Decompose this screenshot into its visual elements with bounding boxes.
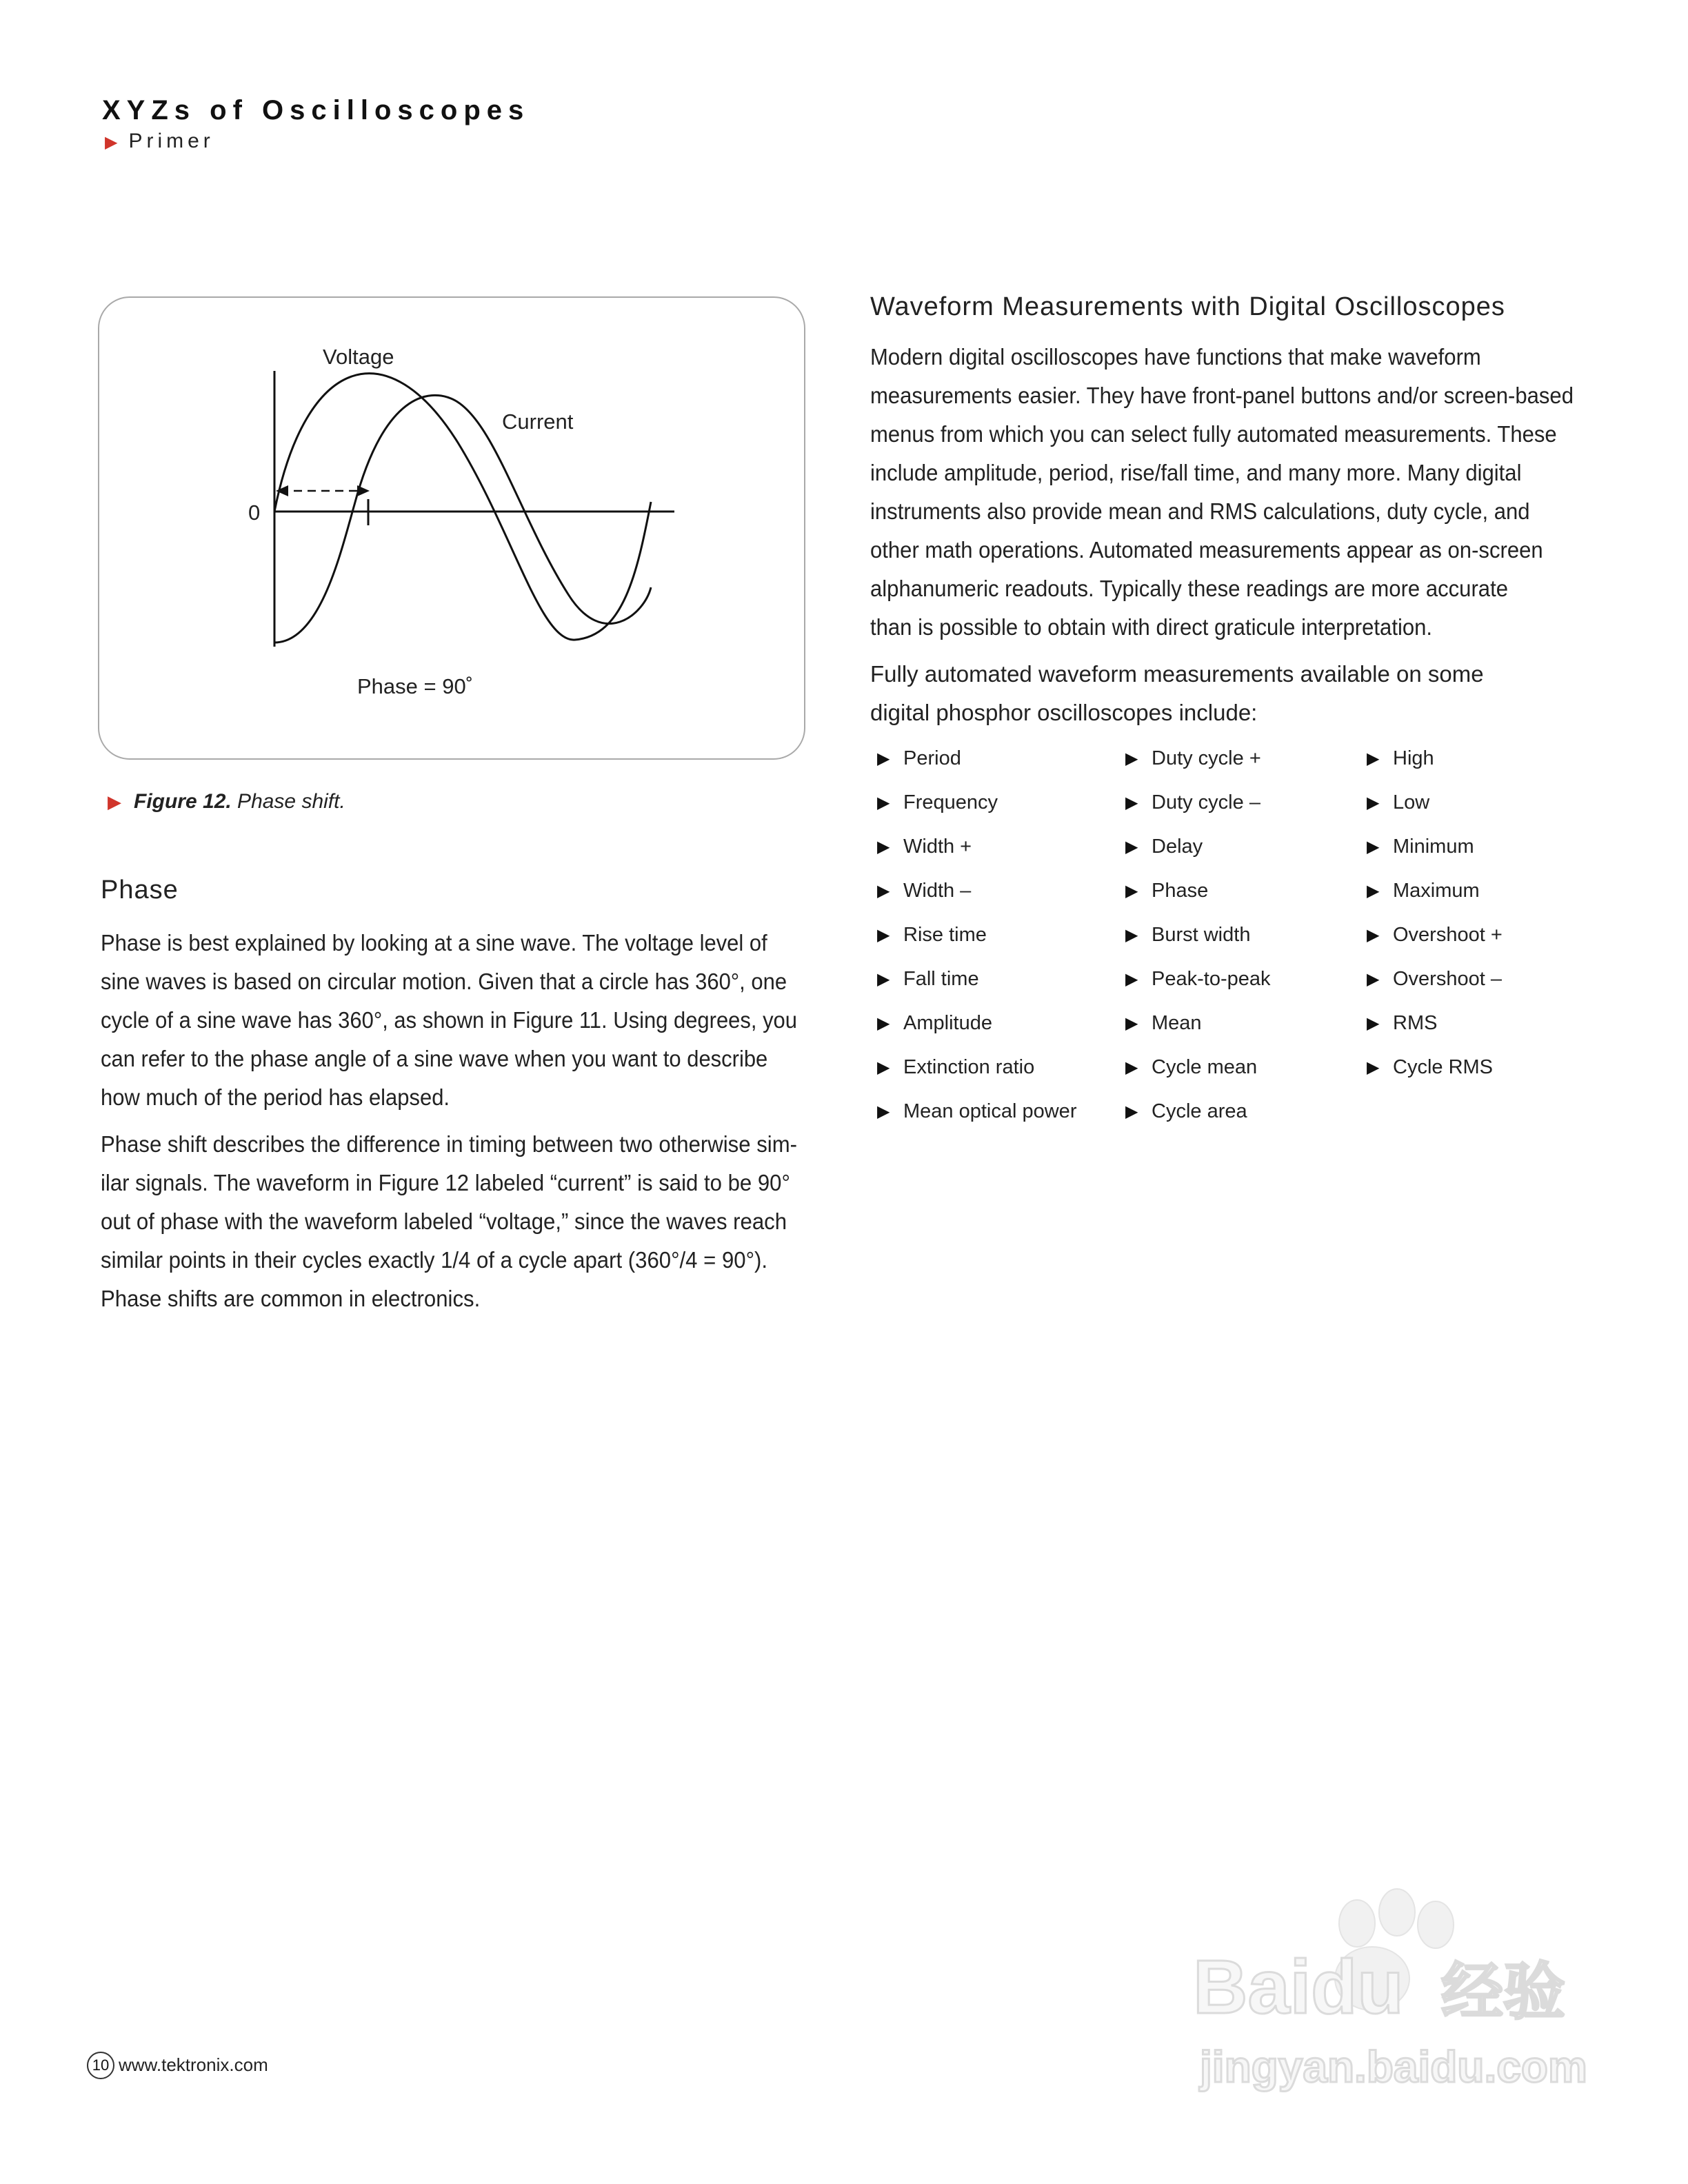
list-item	[1125, 1045, 1271, 1089]
red-triangle-bullet-icon: ▶	[105, 133, 122, 152]
waveform-paragraph-1	[870, 338, 1574, 647]
list-item	[1367, 1001, 1503, 1045]
paw-pad-icon	[1418, 1901, 1454, 1948]
list-item-label: Peak-to-peak	[1152, 967, 1271, 990]
text-line: Phase is best explained by looking at a sine wave. The voltage level of	[101, 930, 767, 956]
list-item	[877, 780, 1076, 825]
triangle-bullet-icon: ▶	[1125, 793, 1138, 812]
triangle-bullet-icon: ▶	[1125, 969, 1138, 989]
measurement-list	[877, 736, 1567, 1150]
paw-pad-icon	[1379, 1889, 1415, 1936]
text-line: similar points in their cycles exactly 1/4 of a cycle apart (360°/4 = 90°).	[101, 1247, 768, 1273]
caption-number: Figure 12.	[134, 790, 232, 813]
measurement-column-3	[1367, 736, 1503, 1089]
phase-heading: Phase	[101, 876, 179, 904]
footer-url: www.tektronix.com	[119, 2054, 268, 2075]
list-item-label: High	[1393, 747, 1434, 769]
triangle-bullet-icon: ▶	[877, 925, 890, 944]
caption-text: Phase shift.	[231, 790, 345, 813]
triangle-bullet-icon: ▶	[877, 1013, 890, 1033]
list-item	[877, 957, 1076, 1001]
watermark-brand-cn: 经验	[1441, 1956, 1565, 2028]
phase-paragraph-2	[101, 1125, 797, 1318]
waveform-measurements-heading: Waveform Measurements with Digital Oscilloscopes	[870, 292, 1505, 321]
page-number: 10	[87, 2052, 114, 2079]
text-line: include amplitude, period, rise/fall time, and many more. Many digital	[870, 460, 1522, 485]
triangle-bullet-icon: ▶	[877, 881, 890, 900]
list-item	[1367, 869, 1503, 913]
triangle-bullet-icon: ▶	[877, 793, 890, 812]
list-item	[877, 825, 1076, 869]
text-line: how much of the period has elapsed.	[101, 1084, 450, 1110]
zero-label: 0	[248, 501, 261, 525]
list-item	[1367, 736, 1503, 780]
triangle-bullet-icon: ▶	[877, 749, 890, 768]
text-line: Phase shift describes the difference in timing between two otherwise sim-	[101, 1131, 797, 1157]
list-item-label: Delay	[1152, 835, 1203, 858]
triangle-bullet-icon: ▶	[877, 837, 890, 856]
text-line: measurements easier. They have front-panel buttons and/or screen-based	[870, 383, 1574, 408]
list-item	[1367, 825, 1503, 869]
text-line: ilar signals. The waveform in Figure 12 labeled “current” is said to be 90°	[101, 1170, 790, 1195]
list-item-label: Frequency	[903, 791, 998, 813]
text-line: Fully automated waveform measurements available on some	[870, 661, 1484, 687]
text-line: out of phase with the waveform labeled “voltage,” since the waves reach	[101, 1209, 787, 1234]
measurement-column-1	[877, 736, 1076, 1133]
list-item	[1125, 1001, 1271, 1045]
text-line: than is possible to obtain with direct graticule interpretation.	[870, 614, 1433, 640]
list-item	[877, 1089, 1076, 1133]
current-wave	[274, 395, 651, 643]
list-item	[1125, 736, 1271, 780]
list-item-label: Fall time	[903, 967, 979, 990]
text-line: sine waves is based on circular motion. Given that a circle has 360°, one	[101, 969, 787, 994]
list-item	[1367, 913, 1503, 957]
text-line: Phase shifts are common in electronics.	[101, 1286, 481, 1311]
list-item	[1125, 913, 1271, 957]
voltage-wave	[274, 374, 651, 640]
triangle-bullet-icon: ▶	[1125, 1058, 1138, 1077]
measurement-column-2	[1125, 736, 1271, 1133]
list-item	[877, 913, 1076, 957]
list-item	[877, 869, 1076, 913]
list-item	[1367, 780, 1503, 825]
triangle-bullet-icon: ▶	[877, 1058, 890, 1077]
text-line: digital phosphor oscilloscopes include:	[870, 700, 1258, 725]
list-item-label: Width –	[903, 879, 972, 902]
list-item-label: Maximum	[1393, 879, 1480, 902]
list-item-label: Amplitude	[903, 1011, 992, 1034]
list-item	[1125, 1089, 1271, 1133]
list-item	[877, 736, 1076, 780]
phase-paragraph-1	[101, 924, 797, 1117]
triangle-bullet-icon: ▶	[1125, 925, 1138, 944]
triangle-bullet-icon: ▶	[1367, 749, 1380, 768]
list-item	[1125, 780, 1271, 825]
triangle-bullet-icon: ▶	[1367, 793, 1380, 812]
text-line: can refer to the phase angle of a sine wave when you want to describe	[101, 1046, 768, 1071]
text-line: cycle of a sine wave has 360°, as shown in Figure 11. Using degrees, you	[101, 1007, 797, 1033]
triangle-bullet-icon: ▶	[1125, 1102, 1138, 1121]
subtitle-text: Primer	[128, 130, 214, 152]
triangle-bullet-icon: ▶	[1367, 837, 1380, 856]
list-item	[1125, 869, 1271, 913]
triangle-bullet-icon: ▶	[1367, 1058, 1380, 1077]
triangle-bullet-icon: ▶	[1367, 1013, 1380, 1033]
list-item-label: Mean	[1152, 1011, 1202, 1034]
triangle-bullet-icon: ▶	[1125, 1013, 1138, 1033]
list-item-label: Cycle area	[1152, 1100, 1247, 1122]
list-item-label: Duty cycle +	[1152, 747, 1261, 769]
list-item-label: Rise time	[903, 923, 987, 946]
paw-pad-icon	[1339, 1900, 1375, 1947]
red-triangle-bullet-icon: ▶	[108, 791, 121, 812]
figure-caption	[108, 790, 345, 813]
voltage-label: Voltage	[323, 345, 394, 369]
text-line: menus from which you can select fully automated measurements. These	[870, 421, 1557, 447]
waveform-paragraph-2	[870, 655, 1484, 732]
list-item	[877, 1045, 1076, 1089]
triangle-bullet-icon: ▶	[1367, 969, 1380, 989]
triangle-bullet-icon: ▶	[1125, 837, 1138, 856]
list-item-label: Period	[903, 747, 961, 769]
triangle-bullet-icon: ▶	[1125, 881, 1138, 900]
list-item-label: Low	[1393, 791, 1430, 813]
list-item-label: Overshoot –	[1393, 967, 1502, 990]
text-line: Modern digital oscilloscopes have functions that make waveform	[870, 344, 1481, 370]
triangle-bullet-icon: ▶	[877, 969, 890, 989]
watermark-brand: Baidu	[1193, 1945, 1404, 2030]
list-item-label: Burst width	[1152, 923, 1251, 946]
triangle-bullet-icon: ▶	[877, 1102, 890, 1121]
list-item-label: Overshoot +	[1393, 923, 1503, 946]
list-item-label: Minimum	[1393, 835, 1474, 858]
text-line: instruments also provide mean and RMS calculations, duty cycle, and	[870, 498, 1530, 524]
list-item-label: Width +	[903, 835, 972, 858]
list-item-label: RMS	[1393, 1011, 1438, 1034]
list-item	[1367, 957, 1503, 1001]
list-item	[1125, 957, 1271, 1001]
list-item-label: Duty cycle –	[1152, 791, 1260, 813]
list-item	[1367, 1045, 1503, 1089]
text-line: alphanumeric readouts. Typically these readings are more accurate	[870, 576, 1508, 601]
arrowhead-right-icon	[357, 485, 370, 496]
triangle-bullet-icon: ▶	[1367, 925, 1380, 944]
list-item-label: Extinction ratio	[903, 1055, 1035, 1078]
list-item-label: Cycle RMS	[1393, 1055, 1494, 1078]
watermark-url: jingyan.baidu.com	[1200, 2042, 1587, 2092]
list-item-label: Phase	[1152, 879, 1209, 902]
list-item	[1125, 825, 1271, 869]
document-subtitle	[105, 130, 214, 153]
list-item	[877, 1001, 1076, 1045]
triangle-bullet-icon: ▶	[1367, 881, 1380, 900]
text-line: other math operations. Automated measurements appear as on-screen	[870, 537, 1543, 563]
phase-label: Phase = 90˚	[357, 674, 474, 698]
document-title: XYZs of Oscilloscopes	[102, 95, 530, 125]
triangle-bullet-icon: ▶	[1125, 749, 1138, 768]
list-item-label: Cycle mean	[1152, 1055, 1258, 1078]
baidu-watermark-logo	[1186, 1875, 1600, 2096]
figure-12-frame	[98, 296, 805, 760]
list-item-label: Mean optical power	[903, 1100, 1077, 1122]
phase-shift-diagram	[99, 298, 807, 761]
current-label: Current	[502, 410, 574, 434]
